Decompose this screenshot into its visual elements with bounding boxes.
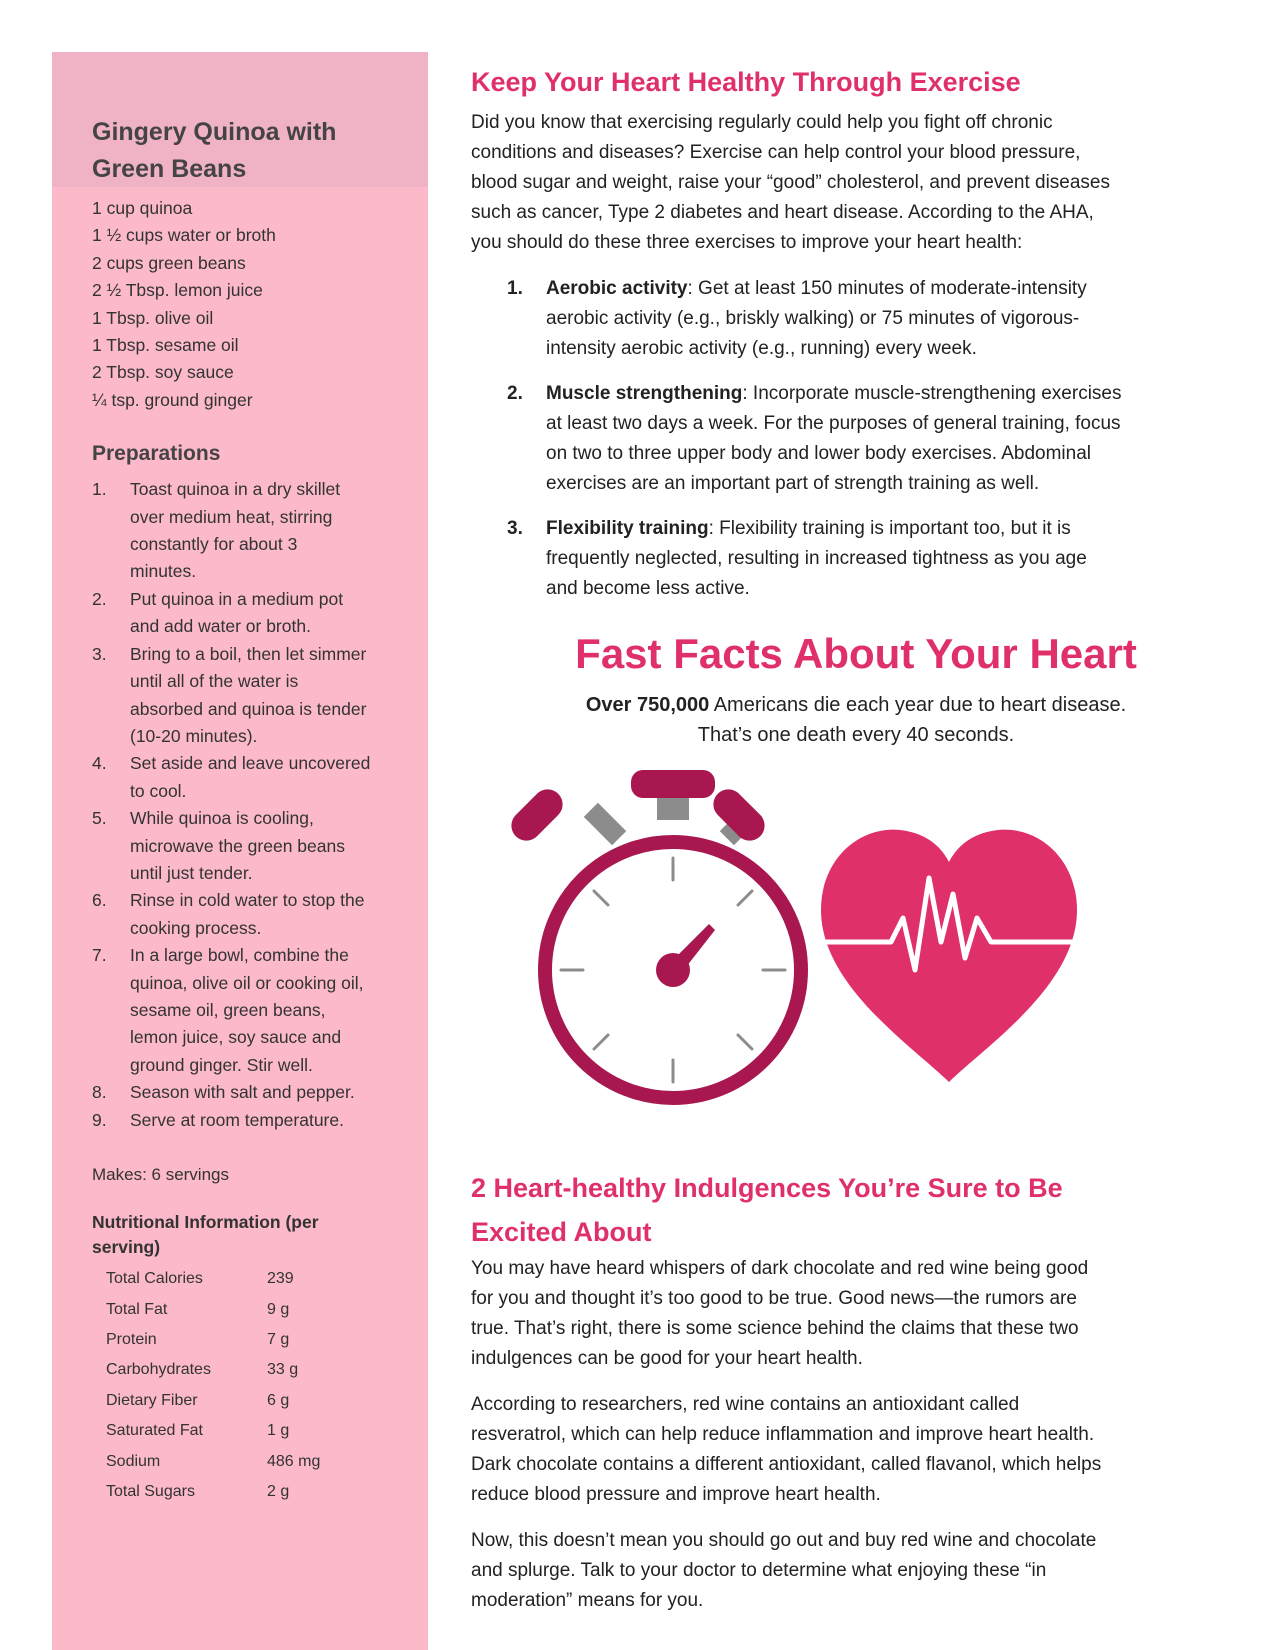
nutrition-value: 9 g: [267, 1300, 290, 1318]
text-line: at least two days a week. For the purposes of general training, focus: [546, 413, 1121, 434]
text-line: reduce blood pressure and improve heart health.: [471, 1484, 881, 1505]
step-number: 6.: [92, 890, 107, 911]
nutrition-heading: [92, 1210, 398, 1260]
nutrition-heading-line: Nutritional Information (per: [92, 1212, 319, 1232]
nutrition-value: 2 g: [267, 1482, 290, 1500]
indulgence-heading: [471, 1166, 1191, 1254]
indulgence-paragraph: [471, 1526, 1191, 1616]
indulgence-section: [471, 1166, 1191, 1616]
servings-text: Makes: 6 servings: [92, 1165, 229, 1184]
ingredient-item: 1 Tbsp. sesame oil: [92, 335, 239, 356]
exercise-item: [471, 274, 1191, 364]
step-text: [130, 476, 340, 586]
exercise-number: 2.: [507, 383, 523, 404]
main-column: [471, 60, 1191, 1616]
nutrition-row: [106, 1477, 398, 1507]
nutrition-row: [106, 1386, 398, 1416]
nutrition-heading-line: serving): [92, 1237, 161, 1257]
text-line: for you and thought it’s too good to be true. Good news—the rumors are: [471, 1288, 1077, 1309]
preparations-heading: Preparations: [92, 442, 221, 466]
step-line: sesame oil, green beans,: [130, 999, 326, 1020]
step-number: 2.: [92, 588, 107, 609]
exercise-term: Flexibility training: [546, 518, 709, 539]
prep-step: [92, 476, 398, 586]
step-line: quinoa, olive oil or cooking oil,: [130, 972, 364, 993]
exercise-text: [546, 514, 1181, 604]
nutrition-label: Dietary Fiber: [106, 1391, 198, 1409]
text-line: true. That’s right, there is some science behind the claims that these two: [471, 1318, 1079, 1339]
step-number: 9.: [92, 1109, 107, 1130]
step-line: Set aside and leave uncovered: [130, 753, 371, 774]
step-line: lemon juice, soy sauce and: [130, 1027, 342, 1048]
exercise-intro: [471, 108, 1191, 258]
ingredient-list: [92, 195, 398, 414]
nutrition-row: [106, 1355, 398, 1385]
stopwatch-heart-illustration: [471, 770, 1191, 1130]
nutrition-label: Total Sugars: [106, 1482, 195, 1500]
text-line: conditions and diseases? Exercise can help control your blood pressure,: [471, 142, 1081, 163]
recipe-title-line-1: Gingery Quinoa with: [92, 118, 337, 146]
nutrition-value: 6 g: [267, 1391, 290, 1409]
step-line: In a large bowl, combine the: [130, 945, 349, 966]
nutrition-value: 486 mg: [267, 1452, 321, 1470]
recipe-header: [52, 52, 428, 187]
recipe-title-line-2: Green Beans: [92, 155, 247, 183]
step-line: Bring to a boil, then let simmer: [130, 643, 367, 664]
nutrition-label: Carbohydrates: [106, 1361, 211, 1379]
step-text: [130, 1107, 344, 1134]
ingredient-item: ¼ tsp. ground ginger: [92, 389, 253, 410]
step-text: [130, 1079, 355, 1106]
step-number: 8.: [92, 1082, 107, 1103]
step-line: and add water or broth.: [130, 616, 311, 637]
step-line: ground ginger. Stir well.: [130, 1054, 313, 1075]
step-line: minutes.: [130, 561, 197, 582]
step-line: constantly for about 3: [130, 534, 298, 555]
step-number: 4.: [92, 753, 107, 774]
heading-line: 2 Heart-healthy Indulgences You’re Sure to Be: [471, 1173, 1063, 1203]
preparation-steps: [92, 476, 398, 1134]
text-line: intensity aerobic activity (e.g., running) every week.: [546, 338, 977, 359]
step-line: Season with salt and pepper.: [130, 1082, 355, 1103]
text-line: you should do these three exercises to improve your heart health:: [471, 232, 1023, 253]
step-line: Toast quinoa in a dry skillet: [130, 479, 341, 500]
prep-step: [92, 586, 398, 641]
step-line: While quinoa is cooling,: [130, 808, 314, 829]
step-text: [130, 586, 343, 641]
exercise-term: Muscle strengthening: [546, 383, 743, 404]
step-text: [130, 887, 364, 942]
step-line: microwave the green beans: [130, 835, 345, 856]
stopwatch-icon: [505, 770, 801, 1098]
ingredient-item: 2 ½ Tbsp. lemon juice: [92, 280, 263, 301]
step-number: 3.: [92, 643, 107, 664]
text-line: on two to three upper body and lower body exercises. Abdominal: [546, 443, 1091, 464]
nutrition-row: [106, 1294, 398, 1324]
nutrition-row: [106, 1446, 398, 1476]
prep-step: [92, 1107, 398, 1134]
text-line: : Flexibility training is important too, but it is: [708, 518, 1071, 539]
prep-step: [92, 805, 398, 887]
exercise-number: 3.: [507, 518, 523, 539]
text-line: Now, this doesn’t mean you should go out and buy red wine and chocolate: [471, 1530, 1097, 1551]
text-line: According to researchers, red wine contains an antioxidant called: [471, 1394, 1020, 1415]
fact-line-1: [521, 690, 1191, 720]
text-line: Did you know that exercising regularly could help you fight off chronic: [471, 112, 1053, 133]
step-line: absorbed and quinoa is tender: [130, 698, 367, 719]
exercise-term: Aerobic activity: [546, 278, 688, 299]
recipe-sidebar: [52, 52, 428, 1650]
text-line: aerobic activity (e.g., briskly walking) or 75 minutes of vigorous-: [546, 308, 1080, 329]
exercise-item: [471, 379, 1191, 499]
ingredient-item: 1 ½ cups water or broth: [92, 225, 276, 246]
text-line: You may have heard whispers of dark chocolate and red wine being good: [471, 1258, 1089, 1279]
nutrition-label: Total Fat: [106, 1300, 168, 1318]
ingredient-item: 1 cup quinoa: [92, 198, 193, 218]
exercise-text: [546, 379, 1181, 499]
nutrition-label: Total Calories: [106, 1270, 203, 1288]
text-line: resveratrol, which can help reduce inflammation and improve heart health.: [471, 1424, 1095, 1445]
step-line: (10-20 minutes).: [130, 725, 258, 746]
nutrition-row: [106, 1416, 398, 1446]
step-line: cooking process.: [130, 917, 262, 938]
step-line: Rinse in cold water to stop the: [130, 890, 365, 911]
ingredient-item: 2 Tbsp. soy sauce: [92, 362, 234, 383]
nutrition-value: 7 g: [267, 1330, 290, 1348]
nutrition-row: [106, 1264, 398, 1294]
prep-step: [92, 641, 398, 751]
nutrition-value: 33 g: [267, 1361, 299, 1379]
prep-step: [92, 750, 398, 805]
step-line: until just tender.: [130, 862, 253, 883]
text-line: exercises are an important part of strength training as well.: [546, 473, 1040, 494]
fact-line-2: That’s one death every 40 seconds.: [697, 724, 1015, 746]
fact-bold: Over 750,000: [585, 694, 710, 716]
step-text: [130, 942, 363, 1079]
text-line: Dark chocolate contains a different antioxidant, called flavanol, which helps: [471, 1454, 1102, 1475]
nutrition-value: 239: [267, 1270, 294, 1288]
text-line: and become less active.: [546, 578, 750, 599]
exercise-heading: Keep Your Heart Healthy Through Exercise: [471, 67, 1021, 97]
indulgence-paragraph: [471, 1254, 1191, 1374]
exercise-number: 1.: [507, 278, 523, 299]
exercise-item: [471, 514, 1191, 604]
step-text: [130, 750, 370, 805]
exercise-text: [546, 274, 1181, 364]
text-line: frequently neglected, resulting in increased tightness as you age: [546, 548, 1087, 569]
ingredient-item: 2 cups green beans: [92, 252, 246, 273]
prep-step: [92, 942, 398, 1079]
indulgence-paragraph: [471, 1390, 1191, 1510]
heart-graphic: [471, 770, 1191, 1130]
nutrition-value: 1 g: [267, 1422, 290, 1440]
prep-step: [92, 887, 398, 942]
fact-text: Americans die each year due to heart disease.: [709, 694, 1127, 716]
nutrition-label: Saturated Fat: [106, 1422, 203, 1440]
step-text: [130, 641, 366, 751]
text-line: such as cancer, Type 2 diabetes and heart disease. According to the AHA,: [471, 202, 1094, 223]
step-number: 1.: [92, 479, 107, 500]
nutrition-label: Sodium: [106, 1452, 161, 1470]
text-line: : Get at least 150 minutes of moderate-intensity: [687, 278, 1087, 299]
ingredient-item: 1 Tbsp. olive oil: [92, 307, 214, 328]
heart-pulse-icon: [821, 830, 1077, 1082]
step-text: [130, 805, 345, 887]
nutrition-row: [106, 1325, 398, 1355]
fast-facts-title: Fast Facts About Your Heart: [575, 630, 1137, 677]
step-line: Serve at room temperature.: [130, 1109, 344, 1130]
step-line: Put quinoa in a medium pot: [130, 588, 344, 609]
nutrition-table: [106, 1264, 398, 1507]
text-line: : Incorporate muscle-strengthening exercises: [742, 383, 1122, 404]
step-number: 7.: [92, 945, 107, 966]
step-line: over medium heat, stirring: [130, 506, 333, 527]
step-line: to cool.: [130, 780, 187, 801]
step-line: until all of the water is: [130, 671, 299, 692]
text-line: moderation” means for you.: [471, 1590, 704, 1611]
nutrition-label: Protein: [106, 1330, 157, 1348]
heading-line: Excited About: [471, 1217, 652, 1247]
step-number: 5.: [92, 808, 107, 829]
exercise-list: [471, 274, 1191, 604]
prep-step: [92, 1079, 398, 1106]
text-line: blood sugar and weight, raise your “good” cholesterol, and prevent diseases: [471, 172, 1110, 193]
text-line: indulgences can be good for your heart health.: [471, 1348, 863, 1369]
text-line: and splurge. Talk to your doctor to determine what enjoying these “in: [471, 1560, 1047, 1581]
